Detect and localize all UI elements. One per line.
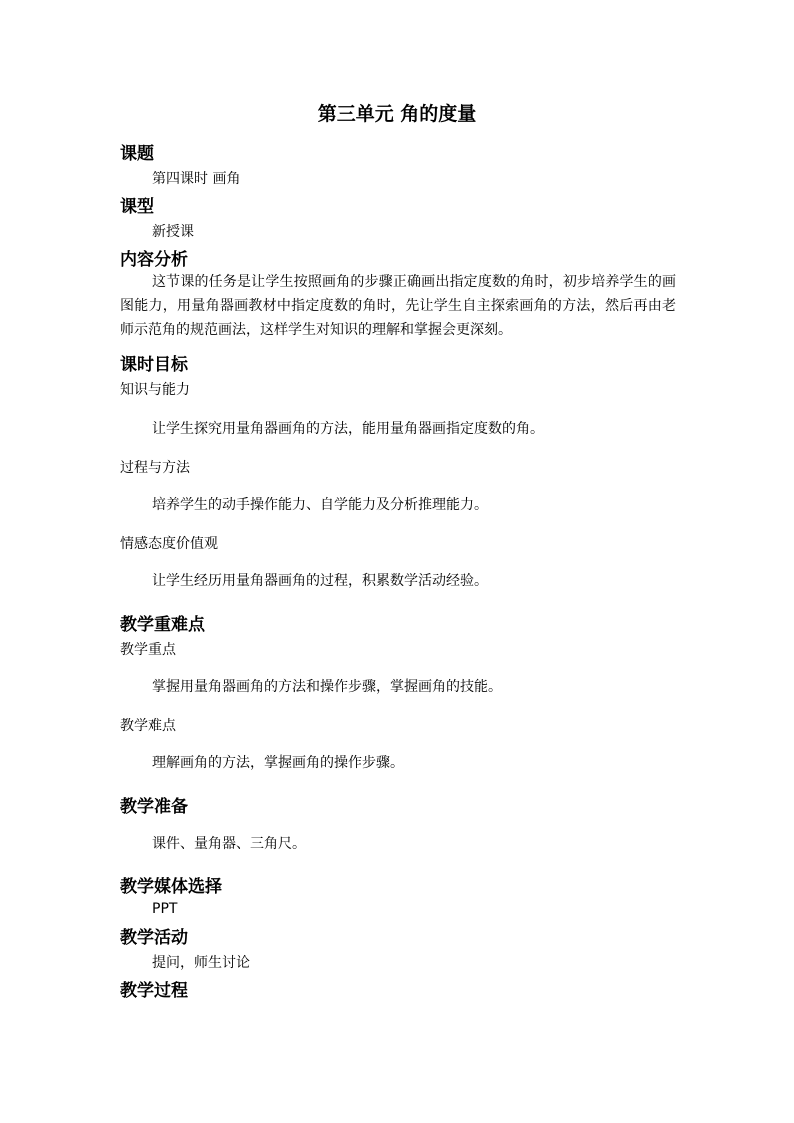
difficulty-text: 理解画角的方法，掌握画角的操作步骤。: [152, 755, 404, 771]
focus-text: 掌握用量角器画角的方法和操作步骤，掌握画角的技能。: [152, 679, 502, 695]
content-heading: 内容分析: [120, 250, 188, 270]
type-heading: 课型: [120, 197, 154, 217]
activity-text: 提问，师生讨论: [152, 955, 250, 971]
knowledge-text: 让学生探究用量角器画角的方法，能用量角器画指定度数的角。: [152, 421, 544, 437]
prep-text: 课件、量角器、三角尺。: [152, 836, 306, 852]
lesson-heading: 课题: [120, 144, 154, 164]
media-text: PPT: [152, 901, 178, 917]
activity-heading: 教学活动: [120, 928, 188, 948]
knowledge-label: 知识与能力: [120, 382, 190, 398]
content-paragraph: 这节课的任务是让学生按照画角的步骤正确画出指定度数的角时，初步培养学生的画图能力，用量角器画教材中指定度数的角时，先让学生自主探索画角的方法，然后再由老师示范角的规范画法，这样学生对知识的理解和掌握会更深刻。: [120, 274, 676, 338]
process-heading: 教学过程: [120, 981, 188, 1001]
difficulty-label: 教学难点: [120, 718, 176, 734]
emotion-label: 情感态度价值观: [120, 536, 218, 552]
media-heading: 教学媒体选择: [120, 877, 222, 897]
objectives-heading: 课时目标: [120, 355, 188, 375]
process-label: 过程与方法: [120, 460, 190, 476]
process-text: 培养学生的动手操作能力、自学能力及分析推理能力。: [152, 497, 488, 513]
emotion-text: 让学生经历用量角器画角的过程，积累数学活动经验。: [152, 573, 488, 589]
page-title: 第三单元 角的度量: [317, 103, 477, 125]
prep-heading: 教学准备: [120, 797, 188, 817]
keypoints-heading: 教学重难点: [120, 615, 205, 635]
focus-label: 教学重点: [120, 642, 176, 658]
lesson-value: 第四课时 画角: [152, 171, 241, 187]
type-value: 新授课: [152, 224, 194, 240]
